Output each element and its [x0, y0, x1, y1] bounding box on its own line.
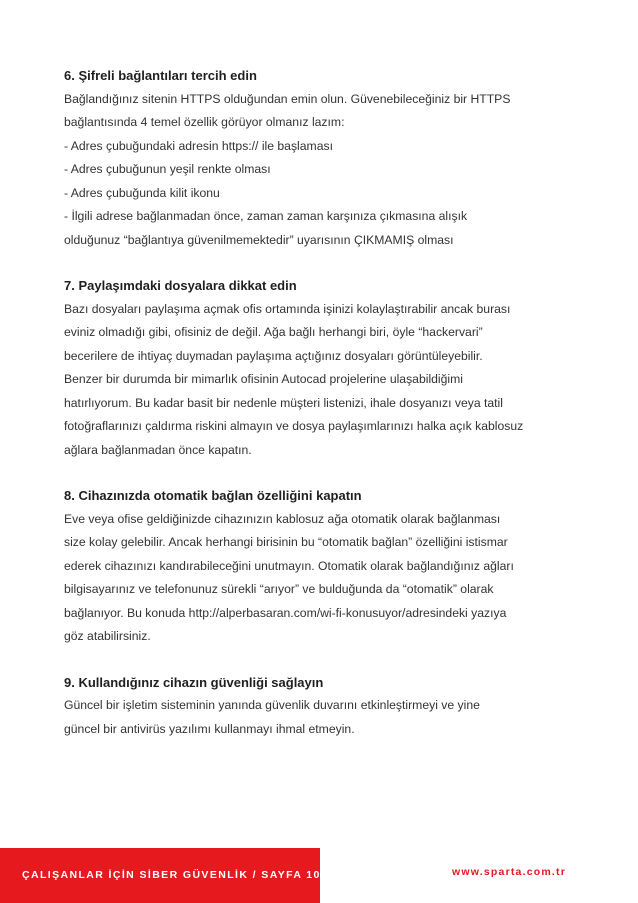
- section-6: [64, 64, 604, 252]
- section-heading: 8. Cihazınızda otomatik bağlan özelliğini kapatın: [64, 488, 362, 503]
- section-heading: 6. Şifreli bağlantıları tercih edin: [64, 68, 257, 83]
- paragraph-line: Güncel bir işletim sisteminin yanında güvenlik duvarını etkinleştirmeyi ve yine: [64, 698, 480, 712]
- section-heading: 9. Kullandığınız cihazın güvenliği sağlayın: [64, 674, 324, 690]
- paragraph-line: eviniz olmadığı gibi, ofisiniz de değil. Ağa bağlı herhangi biri, öyle “hackervari”: [64, 325, 483, 339]
- paragraph-line: size kolay gelebilir. Ancak herhangi birisinin bu “otomatik bağlan” özelliğini istismar: [64, 535, 508, 549]
- paragraph-line: bağlantısında 4 temel özellik görüyor olmanız lazım:: [64, 115, 345, 129]
- paragraph-line: ağlara bağlanmadan önce kapatın.: [64, 442, 252, 457]
- list-item: - Adres çubuğunda kilit ikonu: [64, 185, 220, 200]
- footer-banner: [0, 848, 320, 903]
- paragraph-line: Bağlandığınız sitenin HTTPS olduğundan emin olun. Güvenebileceğiniz bir HTTPS: [64, 91, 511, 106]
- paragraph-line: güncel bir antivirüs yazılımı kullanmayı ihmal etmeyin.: [64, 721, 355, 736]
- paragraph-line: ederek cihazınızı kandırabileceğini unutmayın. Otomatik olarak bağlandığınız ağları: [64, 558, 514, 573]
- paragraph-line: olduğunuz “bağlantıya güvenilmemektedir” uyarısının ÇIKMAMIŞ olması: [64, 232, 454, 247]
- paragraph-line: Eve veya ofise geldiğinizde cihazınızın kablosuz ağa otomatik olarak bağlanması: [64, 511, 501, 526]
- paragraph-line: Benzer bir durumda bir mimarlık ofisinin Autocad projelerine ulaşabildiğimi: [64, 372, 463, 386]
- section-heading: 7. Paylaşımdaki dosyalara dikkat edin: [64, 278, 297, 293]
- section-9: [64, 671, 604, 742]
- paragraph-line: Bazı dosyaları paylaşıma açmak ofis ortamında işinizi kolaylaştırabilir ancak burası: [64, 301, 511, 316]
- footer-website-link[interactable]: www.sparta.com.tr: [452, 866, 566, 878]
- paragraph-line: fotoğraflarınızı çaldırma riskini almayın ve dosya paylaşımlarınızı halka açık kablosuz: [64, 419, 524, 433]
- footer-page-label: ÇALIŞANLAR İÇİN SİBER GÜVENLİK / SAYFA 10: [22, 869, 321, 881]
- section-8: [64, 484, 604, 649]
- paragraph-line: bilgisayarınız ve telefonunuz sürekli “arıyor” ve bulduğunda da “otomatik” olarak: [64, 582, 494, 596]
- list-item: - Adres çubuğunun yeşil renkte olması: [64, 162, 271, 176]
- document-body: [64, 64, 604, 763]
- paragraph-line: bağlanıyor. Bu konuda http://alperbasaran.com/wi-fi-konusuyor/adresindeki yazıya: [64, 605, 507, 620]
- paragraph-line: hatırlıyorum. Bu kadar basit bir nedenle müşteri listenizi, ihale dosyanızı veya tatil: [64, 395, 503, 410]
- list-item: - İlgili adrese bağlanmadan önce, zaman zaman karşınıza çıkmasına alışık: [64, 209, 468, 223]
- list-item: - Adres çubuğundaki adresin https:// ile başlaması: [64, 138, 333, 153]
- paragraph-line: göz atabilirsiniz.: [64, 629, 151, 643]
- paragraph-line: becerilere de ihtiyaç duymadan paylaşıma açtığınız dosyaları görüntüleyebilir.: [64, 348, 483, 363]
- section-7: [64, 274, 604, 462]
